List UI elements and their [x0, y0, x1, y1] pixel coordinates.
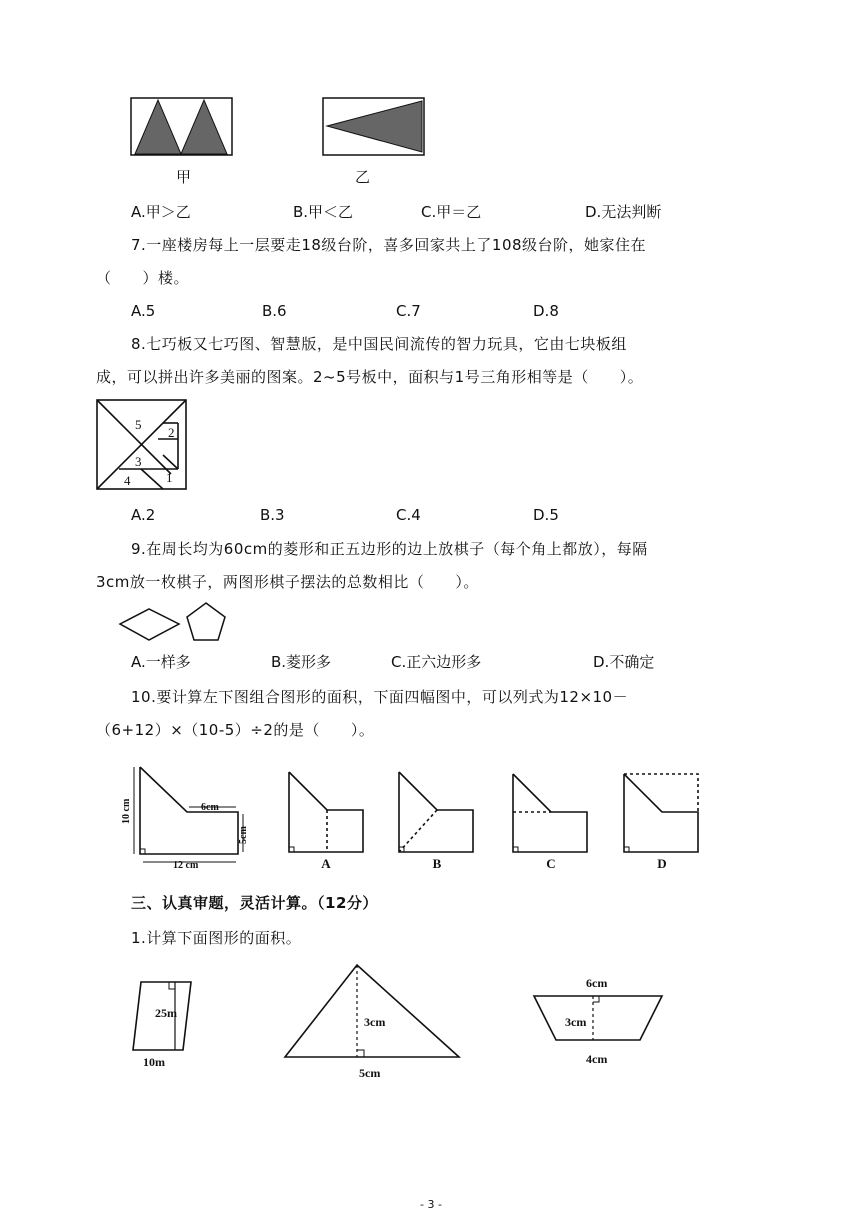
option-c-label: C	[546, 856, 556, 871]
q7-stem-line2: （ ）楼。	[96, 269, 190, 287]
section-3-q1: 1.计算下面图形的面积。	[131, 929, 302, 947]
q8-option-d: D.5	[533, 506, 559, 524]
q8-option-a: A.2	[131, 506, 156, 524]
q6-option-c: C.甲＝乙	[421, 203, 482, 221]
main-top-label: 6cm	[201, 802, 219, 813]
q6-option-a: A.甲＞乙	[131, 203, 191, 221]
q10-stem-line1: 10.要计算左下图组合图形的面积，下面四幅图中，可以列式为12×10－	[131, 688, 629, 706]
tangram-label-4: 4	[124, 473, 131, 488]
tangram-label-3: 3	[135, 454, 142, 469]
q6-option-d: D.无法判断	[585, 203, 662, 221]
figure-yi	[323, 98, 425, 156]
q7-stem-line1: 7.一座楼房每上一层要走18级台阶，喜多回家共上了108级台阶，她家住在	[131, 236, 647, 254]
q10-main-figure	[121, 762, 250, 872]
parallelogram-figure	[131, 978, 201, 1070]
parallelogram-base-label: 10m	[143, 1055, 165, 1069]
trapezoid-bottom-label: 4cm	[586, 1052, 608, 1066]
main-height-label: 10 cm	[121, 798, 132, 824]
q8-option-b: B.3	[260, 506, 285, 524]
tangram-figure	[96, 399, 188, 491]
triangle-base-label: 5cm	[359, 1066, 381, 1080]
q9-stem-line2: 3cm放一枚棋子，两图形棋子摆法的总数相比（ ）。	[96, 573, 479, 591]
main-right-label: 5cm	[238, 826, 249, 844]
section-3-title: 三、认真审题，灵活计算。（12分）	[131, 894, 378, 912]
main-bottom-label: 12 cm	[173, 860, 199, 871]
q10-option-c-figure	[511, 772, 591, 872]
pentagon-figure	[186, 602, 228, 642]
figure-jia	[131, 98, 233, 156]
q9-option-a: A.一样多	[131, 653, 191, 671]
option-b-label: B	[432, 856, 442, 871]
tangram-label-1: 1	[166, 470, 173, 485]
page-number: - 3 -	[420, 1198, 442, 1211]
q8-stem-line2: 成，可以拼出许多美丽的图案。2~5号板中，面积与1号三角形相等是（ ）。	[96, 368, 644, 386]
trapezoid-figure	[530, 970, 670, 1070]
q10-option-a-figure	[287, 770, 367, 870]
q7-option-a: A.5	[131, 302, 156, 320]
q10-option-d-figure	[622, 772, 702, 872]
q9-option-d: D.不确定	[593, 653, 655, 671]
rhombus-figure	[119, 608, 181, 642]
q7-option-d: D.8	[533, 302, 559, 320]
parallelogram-height-label: 25m	[155, 1006, 177, 1020]
q6-option-b: B.甲＜乙	[293, 203, 354, 221]
trapezoid-height-label: 3cm	[565, 1015, 587, 1029]
option-d-label: D	[657, 856, 667, 871]
tangram-label-2: 2	[168, 425, 175, 440]
triangle-height-label: 3cm	[364, 1015, 386, 1029]
q7-option-b: B.6	[262, 302, 287, 320]
tangram-label-5: 5	[135, 417, 142, 432]
q10-stem-line2: （6+12）×（10-5）÷2的是（ ）。	[96, 721, 375, 739]
q8-stem-line1: 8.七巧板又七巧图、智慧版，是中国民间流传的智力玩具，它由七块板组	[131, 335, 627, 353]
triangle-figure	[283, 963, 463, 1083]
q9-option-c: C.正六边形多	[391, 653, 482, 671]
figure-jia-label: 甲	[176, 168, 192, 186]
trapezoid-top-label: 6cm	[586, 976, 608, 990]
q9-option-b: B.菱形多	[271, 653, 332, 671]
q7-option-c: C.7	[396, 302, 421, 320]
q9-stem-line1: 9.在周长均为60cm的菱形和正五边形的边上放棋子（每个角上都放），每隔	[131, 540, 648, 558]
q10-option-b-figure	[397, 770, 477, 870]
q8-option-c: C.4	[396, 506, 421, 524]
figure-yi-label: 乙	[355, 168, 371, 186]
option-a-label: A	[321, 856, 331, 871]
